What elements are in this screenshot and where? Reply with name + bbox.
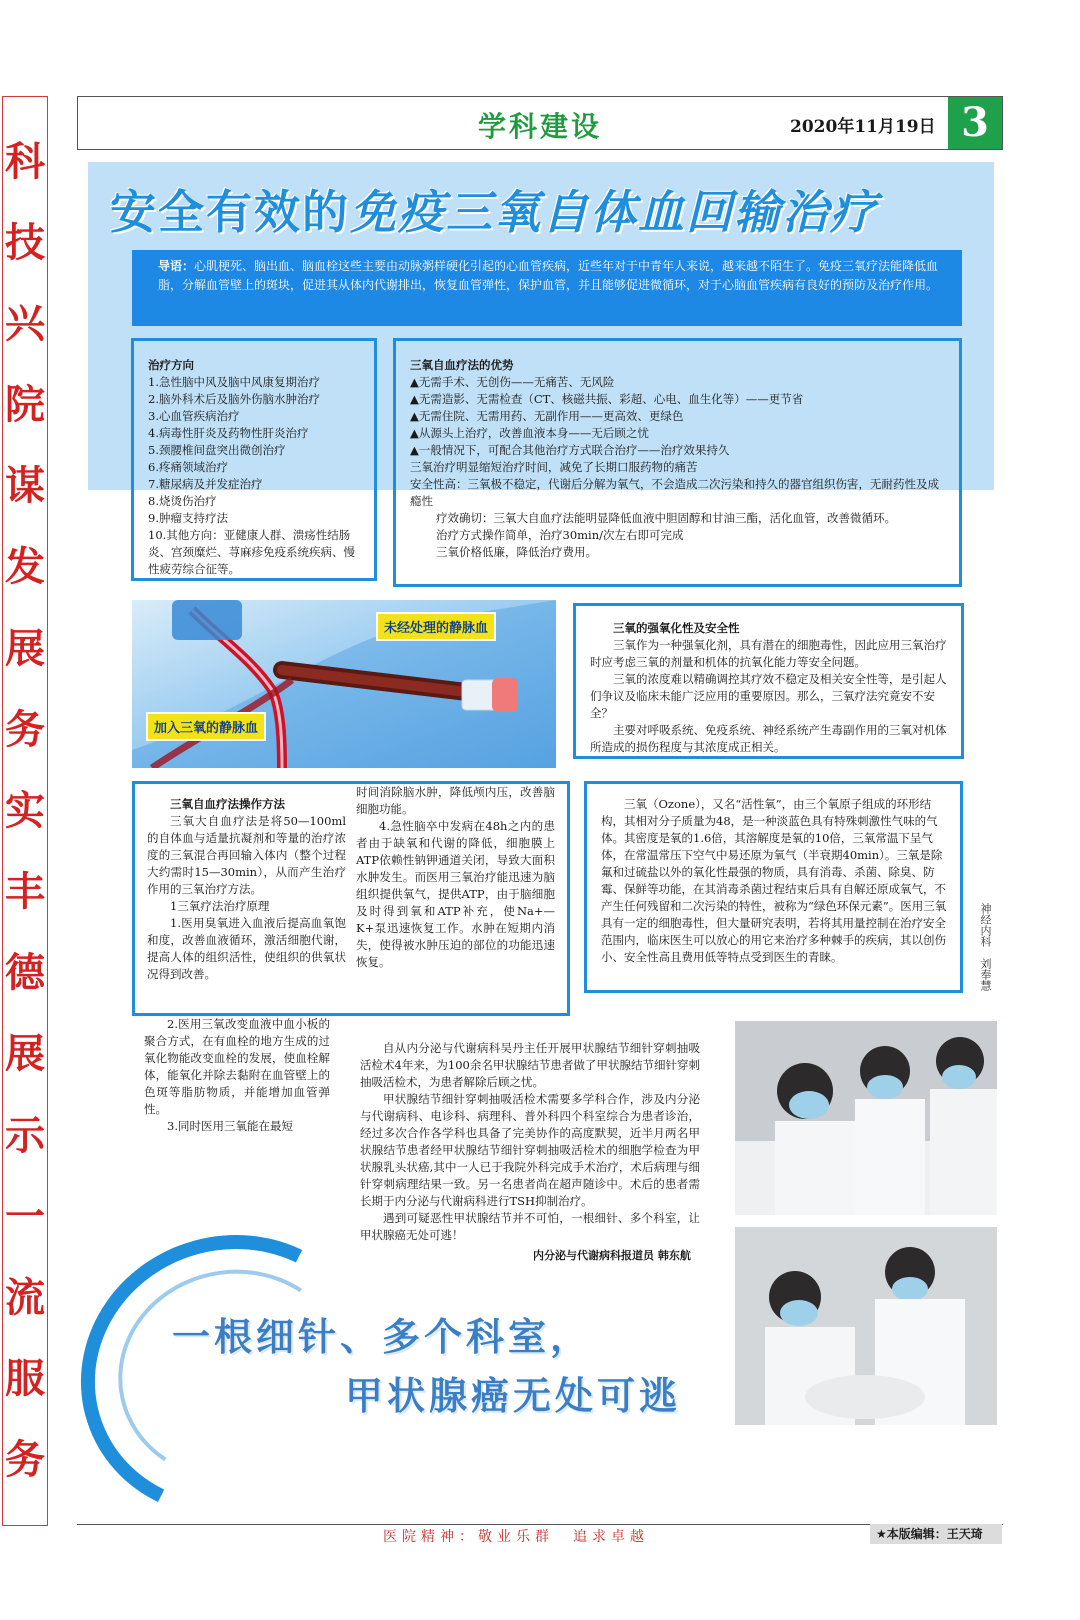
directions-heading: 治疗方向 xyxy=(148,358,194,372)
tag-ozonated-blood: 加入三氧的静脉血 xyxy=(146,712,266,741)
direction-item: 5.颈腰椎间盘突出微创治疗 xyxy=(148,443,286,457)
slogan-char: 科 xyxy=(5,137,45,185)
operation-paragraph: 4.急性脑卒中发病在48h之内的患者由于缺氧和代谢的降低，细胞膜上ATP依赖性钠钾通道关闭，导致大面积水肿发生。而医用三氧治疗能迅速为脑组织提供氧气，提供ATP，由于脑细胞及时得到氧和ATP补充，使Na+—K+泵迅速恢复工作。水肿在短期内消失，使得被水肿压迫的部位的功能迅速恢复。 xyxy=(356,819,555,969)
direction-item: 9.肿瘤支持疗法 xyxy=(148,511,228,525)
ozone-description-box xyxy=(584,781,963,993)
thyroid-headline-line1: 一根细针、多个科室， xyxy=(172,1315,593,1359)
thyroid-paragraph: 自从内分泌与代谢病科吴丹主任开展甲状腺结节细针穿刺抽吸活检术4年来，为100余名甲状腺结节患者做了甲状腺结节细针穿刺抽吸活检术，为患者解除后顾之忧。 xyxy=(360,1041,700,1089)
advantage-paragraph: 三氧价格低廉，降低治疗费用。 xyxy=(436,545,597,559)
medical-staff-photo-2 xyxy=(735,1227,997,1425)
advantage-bullet: ▲无需造影、无需检查（CT、核磁共振、彩超、心电、血生化等）——更节省 xyxy=(410,392,804,406)
thyroid-article xyxy=(360,1040,700,1244)
staff-illustration xyxy=(735,1227,997,1425)
footer-rule xyxy=(77,1524,1003,1525)
oxidation-paragraph: 主要对呼吸系统、免疫系统、神经系统产生毒副作用的三氧对机体所造成的损伤程度与其浓度成正相关。 xyxy=(590,723,947,754)
operation-paragraph: 2.医用三氧改变血液中血小板的聚合方式，在有血栓的地方生成的过氧化物能改变血栓的发展，使血栓解体，能氧化并除去黏附在血管壁上的色斑等脂肪物质，并能增加血管弹性。 xyxy=(144,1017,330,1116)
slogan-char: 流 xyxy=(5,1273,45,1321)
advantages-box xyxy=(393,338,962,587)
slogan-char: 示 xyxy=(5,1111,45,1159)
slogan-char: 兴 xyxy=(5,299,45,347)
slogan-char: 实 xyxy=(5,786,45,834)
operation-paragraph: 3.同时医用三氧能在最短 xyxy=(167,1119,293,1133)
slogan-char: 展 xyxy=(5,624,45,672)
treatment-directions-box xyxy=(131,338,377,581)
direction-item: 10.其他方向：亚健康人群、溃疡性结肠炎、宫颈糜烂、荨麻疹免疫系统疾病、慢性疲劳综合征等。 xyxy=(148,528,355,576)
direction-item: 2.脑外科术后及脑外伤脑水肿治疗 xyxy=(148,392,320,406)
slogan-char: 发 xyxy=(5,543,45,591)
slogan-char: 展 xyxy=(5,1030,45,1078)
operation-paragraph: 三氧大自血疗法是将50—100ml的自体血与适量抗凝剂和等量的治疗浓度的三氧混合再回输入体内（整个过程大约需时15—30min），从而产生治疗作用的三氧治疗方法。 xyxy=(147,814,346,896)
slogan-char: 院 xyxy=(5,381,45,429)
slogan-char: 服 xyxy=(5,1355,45,1403)
intro-text: 心肌梗死、脑出血、脑血栓这些主要由动脉粥样硬化引起的心血管疾病，近些年对于中青年人来说，越来越不陌生了。免疫三氧疗法能降低血脂，分解血管壁上的斑块，促进其从体内代谢排出，恢复血管弹性，保护血管，并且能够促进微循环，对于心脑血管疾病有良好的预防及治疗作用。 xyxy=(158,259,939,292)
slogan-char: 丰 xyxy=(5,868,45,916)
footer-motto: 医院精神：敬业乐群 追求卓越 xyxy=(383,1529,649,1545)
operation-continued xyxy=(130,1016,330,1135)
title-part2: 免疫三氧自体血回输治疗 xyxy=(350,185,878,239)
section-title: 学科建设 xyxy=(478,110,603,143)
advantage-paragraph: 疗效确切：三氧大自血疗法能明显降低血液中胆固醇和甘油三酯，活化血管，改善微循环。 xyxy=(436,511,896,525)
operation-column-1 xyxy=(147,796,346,983)
operation-paragraph: 时间消除脑水肿，降低颅内压，改善脑细胞功能。 xyxy=(356,785,555,816)
issue-date: 2020年11月19日 xyxy=(790,117,936,137)
direction-item: 8.烧烫伤治疗 xyxy=(148,494,217,508)
tag-untreated-blood: 未经处理的静脉血 xyxy=(376,612,496,641)
intro-label: 导语： xyxy=(158,259,195,273)
advantage-bullet: ▲无需住院、无需用药、无副作用——更高效、更绿色 xyxy=(410,409,684,423)
direction-item: 1.急性脑中风及脑中风康复期治疗 xyxy=(148,375,320,389)
oxidation-heading: 三氧的强氧化性及安全性 xyxy=(613,621,740,635)
advantage-bullet: ▲一般情况下，可配合其他治疗方式联合治疗——治疗效果持久 xyxy=(410,443,730,457)
page-number: 3 xyxy=(948,97,1002,149)
operation-paragraph: 1.医用臭氧进入血液后提高血氧饱和度，改善血液循环，激活细胞代谢，提高人体的组织活性，使组织的供氧状况得到改善。 xyxy=(147,916,346,981)
byline-author: 刘奉慧 xyxy=(979,958,992,991)
side-slogan xyxy=(2,96,48,1526)
direction-item: 4.病毒性肝炎及药物性肝炎治疗 xyxy=(148,426,309,440)
footer-editor: ★本版编辑：王天琦 xyxy=(870,1524,1002,1544)
direction-item: 7.糖尿病及并发症治疗 xyxy=(148,477,263,491)
thyroid-paragraph: 遇到可疑恶性甲状腺结节并不可怕，一根细针、多个科室，让甲状腺癌无处可逃！ xyxy=(360,1211,700,1242)
advantage-bullet: ▲无需手术、无创伤——无痛苦、无风险 xyxy=(410,375,615,389)
thyroid-paragraph: 甲状腺结节细针穿刺抽吸活检术需要多学科合作，涉及内分泌与代谢病科、电诊科、病理科、普外科四个科室综合为患者诊治，经过多次合作各学科也具备了完美协作的高度默契，近半月两名甲状腺结节患者经甲状腺结节细针穿刺抽吸活检术的细胞学检查为甲状腺乳头状癌,其中一人已于我院外科完成手术治疗，术后病理与细针穿刺病理结果一致。另一名患者尚在超声随诊中。术后的患者需长期于内分泌与代谢病科进行TSH抑制治疗。 xyxy=(360,1092,700,1208)
medical-staff-photo-1 xyxy=(735,1021,997,1215)
advantage-paragraph: 治疗方式操作简单，治疗30min/次左右即可完成 xyxy=(436,528,684,542)
slogan-char: 务 xyxy=(5,705,45,753)
slogan-char: 技 xyxy=(5,218,45,266)
operation-paragraph: 1三氧疗法治疗原理 xyxy=(170,899,270,913)
intro-box xyxy=(132,250,962,326)
advantages-heading: 三氧自血疗法的优势 xyxy=(410,358,514,372)
slogan-char: 德 xyxy=(5,949,45,997)
slogan-char: 一 xyxy=(5,1192,45,1240)
advantage-paragraph: 安全性高：三氧极不稳定，代谢后分解为氧气，不会造成二次污染和持久的器官组织伤害，无耐药性及成瘾性 xyxy=(410,477,939,508)
operation-heading: 三氧自血疗法操作方法 xyxy=(170,797,285,811)
oxidation-paragraph: 三氧作为一种强氧化剂，具有潜在的细胞毒性，因此应用三氧治疗时应考虑三氧的剂量和机体的抗氧化能力等安全问题。 xyxy=(590,638,947,669)
oxidation-paragraph: 三氧的浓度难以精确调控其疗效不稳定及相关安全性等，是引起人们争议及临床未能广泛应用的重要原因。那么，三氧疗法究竟安不安全？ xyxy=(590,672,947,720)
blood-tube-photo xyxy=(132,600,556,768)
direction-item: 6.疼痛领域治疗 xyxy=(148,460,228,474)
direction-item: 3.心血管疾病治疗 xyxy=(148,409,240,423)
ozone-paragraph: 三氧（Ozone），又名“活性氧”，由三个氧原子组成的环形结构，其相对分子质量为48，是一种淡蓝色具有特殊刺激性气味的气体。其密度是氧的1.6倍，其溶解度是氧的10倍，三氧常温下呈气体，在常温常压下空气中易还原为氧气（半衰期40min）。三氧是除氟和过硫盐以外的氧化性最强的物质，具有消毒、杀菌、除臭、防霉、保鲜等功能，在其消毒杀菌过程结束后具有自解还原成氧气，不产生任何残留和二次污染的特性，被称为“绿色环保元素”。医用三氧具有一定的细胞毒性，但大量研究表明，若将其用量控制在治疗安全范围内，临床医生可以放心的用它来治疗多种棘手的疾病，其以创伤小、安全性高且费用低等特点受到医生的青睐。 xyxy=(601,797,947,964)
advantage-bullet: ▲从源头上治疗，改善血液本身——无后顾之忧 xyxy=(410,426,649,440)
advantage-paragraph: 三氧治疗明显缩短治疗时间，减免了长期口服药物的痛苦 xyxy=(410,460,698,474)
slogan-char: 务 xyxy=(5,1436,45,1484)
oxidation-safety-box xyxy=(573,603,964,759)
operation-method-box xyxy=(132,781,570,1016)
byline-dept: 神经内科 xyxy=(979,903,992,947)
staff-illustration xyxy=(735,1021,997,1215)
masthead xyxy=(77,96,1003,150)
slogan-char: 谋 xyxy=(5,462,45,510)
operation-column-2 xyxy=(356,784,555,983)
byline-vertical xyxy=(978,903,993,991)
thyroid-headline-line2: 甲状腺癌无处可逃 xyxy=(345,1374,682,1418)
title-part1: 安全有效的 xyxy=(110,185,350,239)
thyroid-reporter: 内分泌与代谢病科报道员 韩东航 xyxy=(533,1249,691,1262)
article-title xyxy=(110,176,878,242)
